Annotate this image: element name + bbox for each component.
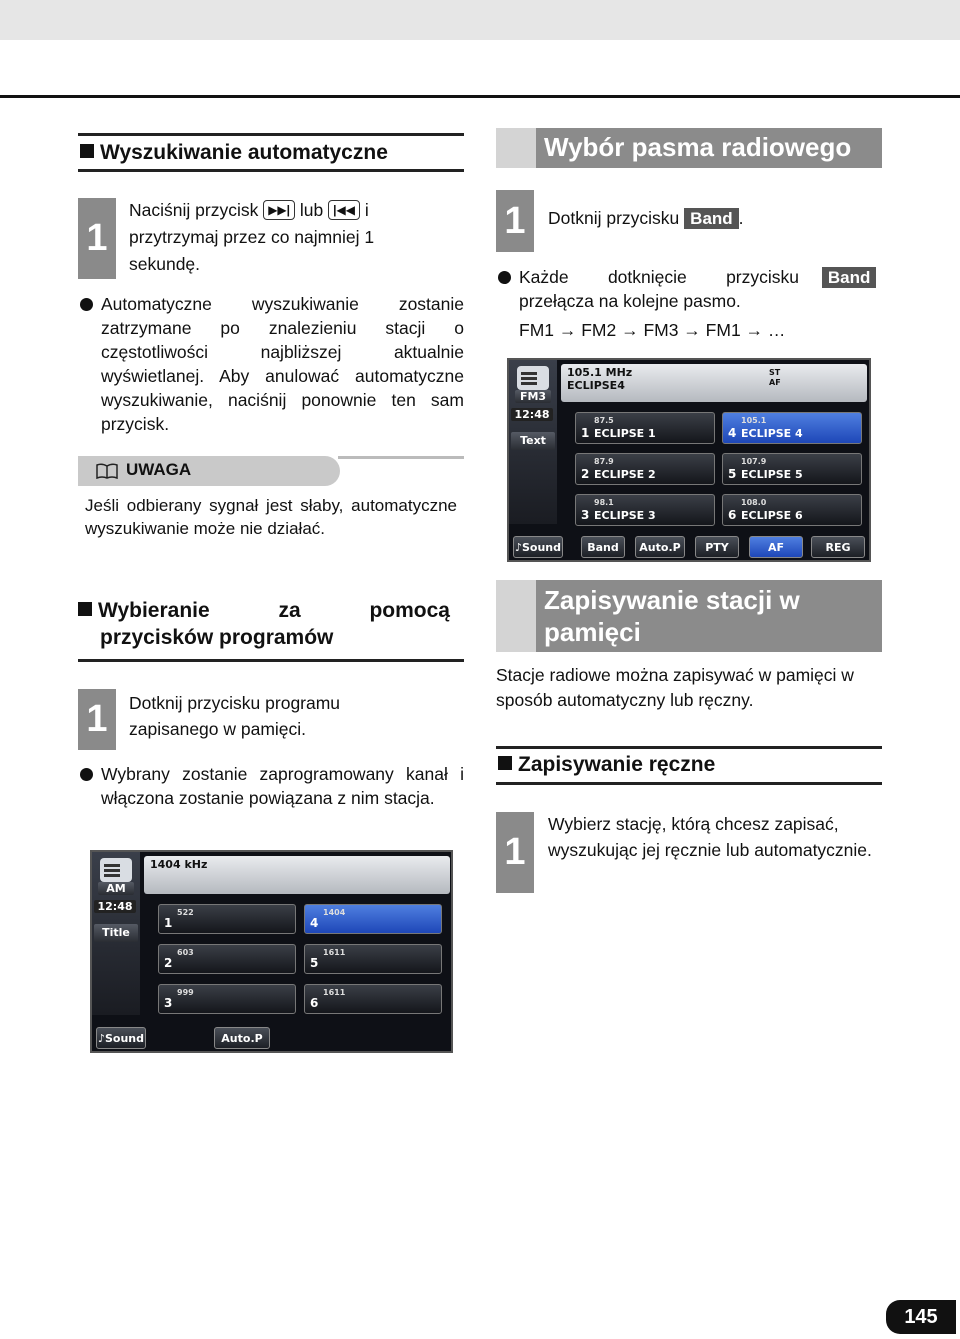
- preset-num: 4: [728, 426, 737, 440]
- frequency-text: 1404 kHz: [150, 858, 208, 871]
- band-indicator: FM3: [515, 390, 551, 403]
- header-rule: [0, 95, 960, 98]
- bullet-line2: przełącza na kolejne pasmo.: [519, 291, 741, 311]
- note-rule: [338, 456, 464, 459]
- heading-text-box: [536, 580, 882, 652]
- heading-line1: Zapisywanie stacji w: [544, 585, 800, 615]
- step-text-part: .: [738, 208, 744, 228]
- preset-button-4[interactable]: [722, 412, 862, 444]
- preset-name: ECLIPSE 2: [594, 468, 656, 481]
- auto-preset-button[interactable]: Auto.P: [214, 1027, 270, 1049]
- heading-square-icon: [78, 602, 92, 616]
- heading-line2: pamięci: [544, 617, 641, 647]
- af-indicator: AF: [769, 378, 781, 387]
- preset-num: 5: [310, 956, 319, 970]
- preset-num: 6: [310, 996, 319, 1010]
- top-header-band: [0, 0, 960, 40]
- preset-freq: 98.1: [594, 498, 614, 507]
- band-button-label: Band: [684, 208, 739, 229]
- preset-freq: 999: [177, 988, 194, 997]
- heading-line1: Wybieranie za pomocą: [98, 599, 450, 622]
- intro-text: Stacje radiowe można zapisywać w pamięci w sposób automatyczny lub ręczny.: [496, 665, 854, 710]
- step-number: 1: [496, 812, 534, 893]
- preset-freq: 603: [177, 948, 194, 957]
- heading-preset-select: [78, 595, 464, 662]
- preset-num: 6: [728, 508, 737, 522]
- radio-icon: [517, 366, 549, 390]
- step-number: 1: [496, 190, 534, 252]
- clock: 12:48: [511, 408, 553, 421]
- radio-screen-am: [90, 850, 453, 1053]
- preset-freq: 108.0: [741, 498, 767, 507]
- seek-up-key-icon: ▶▶|: [263, 200, 295, 220]
- bullet-icon: [80, 298, 93, 311]
- clock: 12:48: [94, 900, 136, 913]
- radio-icon: [100, 858, 132, 882]
- bullet-icon: [498, 271, 511, 284]
- step-text: Dotknij przycisku programu zapisanego w pamięci.: [129, 693, 341, 739]
- auto-preset-button[interactable]: Auto.P: [635, 536, 685, 558]
- heading-square-icon: [80, 144, 94, 158]
- preset-num: 5: [728, 467, 737, 481]
- frequency-display: [561, 364, 867, 402]
- bullet-text: Automatyczne wyszukiwanie zostanie zatrzymane po znalezieniu stacji o częstotliwości najbliższej aktualnie wyświetlanej. Aby anulować automatyczne wyszukiwanie, naciśnij ponownie ten sam przycisk.: [101, 294, 464, 434]
- step-number: 1: [78, 689, 116, 750]
- radio-screen-fm: [507, 358, 871, 562]
- sound-button[interactable]: [96, 1027, 146, 1049]
- band-sequence: FM1 → FM2 → FM3 → FM1 → …: [519, 320, 786, 340]
- preset-button-5[interactable]: [304, 944, 442, 974]
- preset-num: 4: [310, 916, 319, 930]
- preset-freq: 105.1: [741, 416, 767, 425]
- step-text-part: Dotknij przycisku: [548, 208, 680, 228]
- sound-label: Sound: [105, 1031, 145, 1045]
- preset-freq: 1611: [323, 948, 346, 957]
- title-button[interactable]: Title: [94, 924, 138, 942]
- preset-name: ECLIPSE 3: [594, 509, 656, 522]
- heading-text-box: Wybór pasma radiowego: [536, 128, 882, 168]
- page-number: 145: [886, 1300, 956, 1334]
- preset-button-1[interactable]: [158, 904, 296, 934]
- stereo-indicator: ST: [769, 368, 781, 377]
- step-text-part: i: [364, 200, 369, 220]
- preset-button-6[interactable]: [722, 494, 862, 526]
- bullet-line1: Każde dotknięcie przycisku: [519, 267, 799, 287]
- preset-button-4[interactable]: [304, 904, 442, 934]
- frequency-text: 105.1 MHz: [567, 366, 633, 379]
- heading-square-icon: [498, 756, 512, 770]
- frequency-display: [144, 856, 450, 894]
- step-text-part: lub: [299, 200, 324, 220]
- preset-name: ECLIPSE 4: [741, 427, 803, 440]
- preset-num: 1: [581, 426, 590, 440]
- preset-name: ECLIPSE 5: [741, 468, 803, 481]
- screen-side-panel: [92, 852, 140, 1015]
- preset-freq: 1611: [323, 988, 346, 997]
- heading-save-stations: [496, 580, 882, 652]
- music-note-icon: ♪: [97, 1031, 105, 1045]
- preset-name: ECLIPSE 6: [741, 509, 803, 522]
- preset-num: 2: [164, 956, 173, 970]
- step-text: [548, 206, 882, 230]
- preset-freq: 87.9: [594, 457, 614, 466]
- preset-num: 3: [164, 996, 173, 1010]
- preset-freq: 107.9: [741, 457, 767, 466]
- pty-button[interactable]: PTY: [695, 536, 739, 558]
- text-button[interactable]: Text: [511, 432, 555, 450]
- step-number: 1: [78, 198, 116, 279]
- preset-freq: 522: [177, 908, 194, 917]
- band-button-label: Band: [822, 267, 877, 288]
- screen-side-panel: [509, 360, 557, 524]
- band-indicator: AM: [98, 882, 134, 895]
- preset-num: 1: [164, 916, 173, 930]
- sound-label: Sound: [522, 540, 562, 554]
- bullet-text: [519, 265, 882, 313]
- heading-auto-search: [78, 133, 464, 172]
- step-text: [129, 197, 464, 278]
- preset-freq: 87.5: [594, 416, 614, 425]
- preset-num: 2: [581, 467, 590, 481]
- heading-text: Wyszukiwanie automatyczne: [100, 141, 388, 164]
- preset-num: 3: [581, 508, 590, 522]
- station-name: ECLIPSE4: [567, 379, 625, 392]
- preset-button-3[interactable]: [575, 494, 715, 526]
- preset-button-6[interactable]: [304, 984, 442, 1014]
- note-label: UWAGA: [126, 460, 192, 479]
- heading-text: Zapisywanie ręczne: [518, 753, 716, 776]
- book-icon: [96, 463, 118, 479]
- bullet-icon: [80, 768, 93, 781]
- note-text: Jeśli odbierany sygnał jest słaby, automatyczne wyszukiwanie może nie działać.: [85, 496, 457, 538]
- preset-button-5[interactable]: [722, 453, 862, 485]
- music-note-icon: ♪: [514, 540, 522, 554]
- reg-button[interactable]: REG: [811, 536, 865, 558]
- sound-button[interactable]: [513, 536, 563, 558]
- seek-down-key-icon: |◀◀: [328, 200, 360, 220]
- preset-button-2[interactable]: [158, 944, 296, 974]
- step-text: Wybierz stację, którą chcesz zapisać, wyszukując jej ręcznie lub automatycznie.: [548, 814, 872, 860]
- step-text-part: Naciśnij przycisk: [129, 200, 259, 220]
- preset-button-2[interactable]: [575, 453, 715, 485]
- preset-name: ECLIPSE 1: [594, 427, 656, 440]
- bullet-text: Wybrany zostanie zaprogramowany kanał i włączona zostanie powiązana z nim stacja.: [101, 764, 464, 808]
- heading-line2: przycisków programów: [100, 626, 334, 649]
- step-text-part: sekundę.: [129, 254, 201, 274]
- preset-freq: 1404: [323, 908, 346, 917]
- af-button[interactable]: AF: [749, 536, 803, 558]
- heading-band-select: [496, 128, 882, 168]
- step-text-part: przytrzymaj przez co najmniej 1: [129, 227, 375, 247]
- heading-manual-save: [496, 746, 882, 785]
- preset-button-1[interactable]: [575, 412, 715, 444]
- preset-button-3[interactable]: [158, 984, 296, 1014]
- note-header: [78, 456, 340, 486]
- band-button[interactable]: Band: [581, 536, 625, 558]
